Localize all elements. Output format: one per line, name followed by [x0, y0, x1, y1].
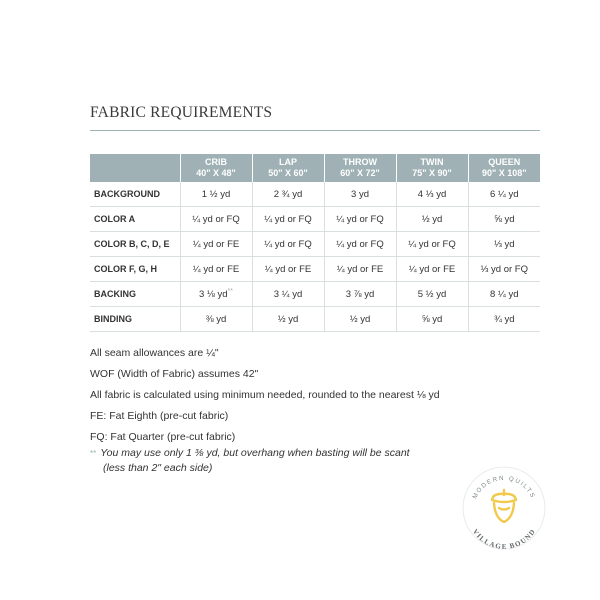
village-bound-logo: [462, 466, 546, 550]
footnote-line: [90, 446, 510, 461]
table-cell: ⅜ yd: [180, 307, 252, 332]
header-size: 60" X 72": [340, 168, 380, 178]
row-label: BINDING: [90, 307, 180, 332]
footnote-text: You may use only 1 ⅜ yd, but overhang when basting will be scant: [100, 447, 410, 459]
table-cell: ¼ yd or FE: [396, 257, 468, 282]
table-cell: ⅝ yd: [396, 307, 468, 332]
table-cell: 8 ¼ yd: [468, 282, 540, 307]
table-cell: ¼ yd or FE: [324, 257, 396, 282]
table-header-lap: [252, 154, 324, 182]
table-cell: ¼ yd or FQ: [180, 207, 252, 232]
table-cell: 4 ⅓ yd: [396, 182, 468, 207]
footnote-marker: **: [227, 287, 233, 295]
table-cell: 2 ¾ yd: [252, 182, 324, 207]
table-row: [90, 182, 540, 207]
footnote-line: (less than 2" each side): [103, 462, 213, 474]
footnote-marker: **: [90, 449, 97, 458]
fabric-requirements-table: [90, 154, 540, 332]
row-label: BACKING: [90, 282, 180, 307]
table-cell: 5 ½ yd: [396, 282, 468, 307]
header-name: QUEEN: [488, 157, 521, 167]
note-item: All seam allowances are ¼": [90, 347, 219, 359]
table-header-empty: [90, 154, 180, 182]
table-cell: ¼ yd or FQ: [324, 232, 396, 257]
header-size: 90" X 108": [481, 168, 527, 178]
table-header-queen: [468, 154, 540, 182]
table-cell: ¾ yd: [468, 307, 540, 332]
table-row: [90, 307, 540, 332]
table-header-crib: [180, 154, 252, 182]
cell-value: 3 ⅛ yd: [199, 289, 228, 301]
note-item: All fabric is calculated using minimum needed, rounded to the nearest ⅛ yd: [90, 389, 440, 401]
table-cell: ¼ yd or FQ: [252, 232, 324, 257]
table-header-throw: [324, 154, 396, 182]
table-cell: ¼ yd or FE: [252, 257, 324, 282]
table-cell: ½ yd: [252, 307, 324, 332]
header-name: CRIB: [205, 157, 227, 167]
page-title: FABRIC REQUIREMENTS: [90, 104, 273, 121]
header-size: 50" X 60": [268, 168, 308, 178]
table-cell: 6 ¼ yd: [468, 182, 540, 207]
table-cell: ⅝ yd: [468, 207, 540, 232]
table-cell: ⅓ yd: [468, 232, 540, 257]
logo-text-bottom: VILLAGE BOUND: [470, 527, 538, 550]
backing-footnote: [90, 446, 510, 475]
table-cell: ¼ yd or FQ: [324, 207, 396, 232]
table-row: [90, 207, 540, 232]
table-cell: 1 ½ yd: [180, 182, 252, 207]
table-cell: ¼ yd or FQ: [252, 207, 324, 232]
table-cell: ½ yd: [396, 207, 468, 232]
header-name: TWIN: [420, 157, 444, 167]
note-item: FE: Fat Eighth (pre-cut fabric): [90, 410, 229, 422]
table-row: [90, 257, 540, 282]
table-cell: 3 ⅞ yd: [324, 282, 396, 307]
table-row: [90, 232, 540, 257]
table-cell: ½ yd: [324, 307, 396, 332]
table-row: [90, 282, 540, 307]
row-label: COLOR A: [90, 207, 180, 232]
header-size: 40" X 48": [196, 168, 236, 178]
table-cell: [180, 282, 252, 307]
header-name: LAP: [279, 157, 297, 167]
header-name: THROW: [343, 157, 377, 167]
title-divider: [90, 130, 540, 131]
table-cell: 3 yd: [324, 182, 396, 207]
row-label: COLOR B, C, D, E: [90, 232, 180, 257]
header-size: 75" X 90": [412, 168, 452, 178]
row-label: BACKGROUND: [90, 182, 180, 207]
logo-text-top: MODERN QUILTS: [471, 474, 537, 501]
note-item: FQ: Fat Quarter (pre-cut fabric): [90, 431, 236, 443]
table-header-twin: [396, 154, 468, 182]
notes-list: [90, 343, 540, 448]
note-item: WOF (Width of Fabric) assumes 42": [90, 368, 259, 380]
row-label: COLOR F, G, H: [90, 257, 180, 282]
table-cell: ⅓ yd or FQ: [468, 257, 540, 282]
table-cell: ¼ yd or FE: [180, 232, 252, 257]
table-header-row: [90, 154, 540, 182]
table-cell: ¼ yd or FQ: [396, 232, 468, 257]
table-cell: 3 ¼ yd: [252, 282, 324, 307]
table-cell: ¼ yd or FE: [180, 257, 252, 282]
